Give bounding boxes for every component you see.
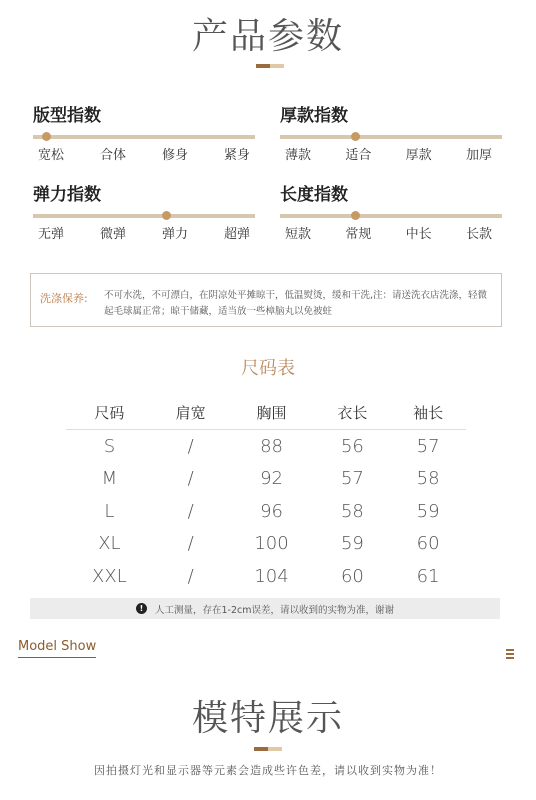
measurement-note <box>30 598 500 619</box>
column-header: 胸围 <box>229 398 315 430</box>
index-ticks <box>33 223 255 242</box>
index-ticks <box>280 223 502 242</box>
index-track <box>33 214 255 218</box>
tick-label: 修身 <box>161 148 188 163</box>
model-show-label: Model Show <box>18 639 96 658</box>
menu-icon[interactable] <box>506 649 514 661</box>
table-row <box>66 528 466 561</box>
table-cell: 60 <box>416 533 440 555</box>
index-title: 版型指数 <box>33 106 101 126</box>
table-cell: XXL <box>92 565 127 587</box>
index-length <box>280 180 502 242</box>
table-cell: 56 <box>340 435 364 457</box>
table-cell: 96 <box>260 500 283 522</box>
table-cell: / <box>187 500 194 522</box>
tick-label: 厚款 <box>405 148 432 163</box>
tick-label: 无弹 <box>38 227 65 242</box>
index-elasticity <box>33 180 255 242</box>
table-cell: M <box>101 468 118 490</box>
measurement-note-text: 人工测量，存在1-2cm误差，请以收到的实物为准，谢谢 <box>155 604 394 616</box>
table-cell: 57 <box>416 435 440 457</box>
tick-label: 宽松 <box>38 148 65 163</box>
table-cell: 61 <box>416 565 440 587</box>
table-cell: 58 <box>416 468 440 490</box>
tick-label: 常规 <box>345 227 372 242</box>
info-icon: ! <box>136 603 147 614</box>
table-header-row <box>66 398 466 430</box>
index-title: 厚款指数 <box>280 106 348 126</box>
care-text: 不可水洗，不可漂白，在阴凉处平摊晾干，低温熨烫，缓和干洗,注：请送洗衣店洗涤，轻微起毛球属正常；晾干储藏，适当放一些樟脑丸以免被蛀 <box>104 290 488 317</box>
column-header: 袖长 <box>390 398 466 430</box>
index-track <box>280 214 502 218</box>
tick-label: 弹力 <box>161 227 188 242</box>
table-cell: 60 <box>340 565 364 587</box>
table-cell: / <box>187 533 194 555</box>
table-cell: / <box>187 565 194 587</box>
column-header: 衣长 <box>315 398 391 430</box>
page-title: 产品参数 <box>191 16 344 57</box>
table-cell: 104 <box>254 565 289 587</box>
index-fit <box>33 101 255 163</box>
tick-label: 长款 <box>465 227 492 242</box>
tick-label: 微弹 <box>99 227 126 242</box>
model-show-title: 模特展示 <box>191 698 344 739</box>
table-cell: / <box>187 435 194 457</box>
table-row <box>66 430 466 463</box>
index-thickness <box>280 101 502 163</box>
table-cell: 58 <box>340 500 364 522</box>
index-ticks <box>280 144 502 163</box>
table-cell: XL <box>98 533 121 555</box>
index-ticks <box>33 144 255 163</box>
tick-label: 薄款 <box>285 148 312 163</box>
index-track <box>280 135 502 139</box>
index-title: 长度指数 <box>280 185 348 205</box>
tick-label: 合体 <box>99 148 126 163</box>
table-cell: 59 <box>340 533 364 555</box>
care-label: 洗涤保养: <box>40 292 88 305</box>
column-header: 肩宽 <box>153 398 229 430</box>
tick-label: 适合 <box>345 148 372 163</box>
title-decoration <box>256 64 284 68</box>
table-row <box>66 495 466 528</box>
index-marker <box>351 132 360 141</box>
care-instructions-box <box>30 273 502 327</box>
table-cell: 59 <box>416 500 440 522</box>
table-cell: S <box>103 435 116 457</box>
tick-label: 超弹 <box>223 227 250 242</box>
index-marker <box>42 132 51 141</box>
table-cell: 92 <box>260 468 283 490</box>
table-row <box>66 463 466 496</box>
size-table <box>66 398 466 593</box>
index-title: 弹力指数 <box>33 185 101 205</box>
column-header: 尺码 <box>66 398 153 430</box>
color-difference-note: 因拍摄灯光和显示器等元素会造成些许色差，请以收到实物为准！ <box>94 764 442 777</box>
table-cell: / <box>187 468 194 490</box>
tick-label: 紧身 <box>223 148 250 163</box>
title-decoration <box>254 747 282 751</box>
table-cell: 88 <box>260 435 283 457</box>
index-marker <box>351 211 360 220</box>
table-row <box>66 560 466 593</box>
table-cell: 100 <box>254 533 289 555</box>
index-track <box>33 135 255 139</box>
table-cell: 57 <box>340 468 364 490</box>
tick-label: 短款 <box>285 227 312 242</box>
tick-label: 加厚 <box>465 148 492 163</box>
size-table-title: 尺码表 <box>241 358 295 379</box>
table-cell: L <box>104 500 115 522</box>
tick-label: 中长 <box>405 227 432 242</box>
index-marker <box>162 211 171 220</box>
